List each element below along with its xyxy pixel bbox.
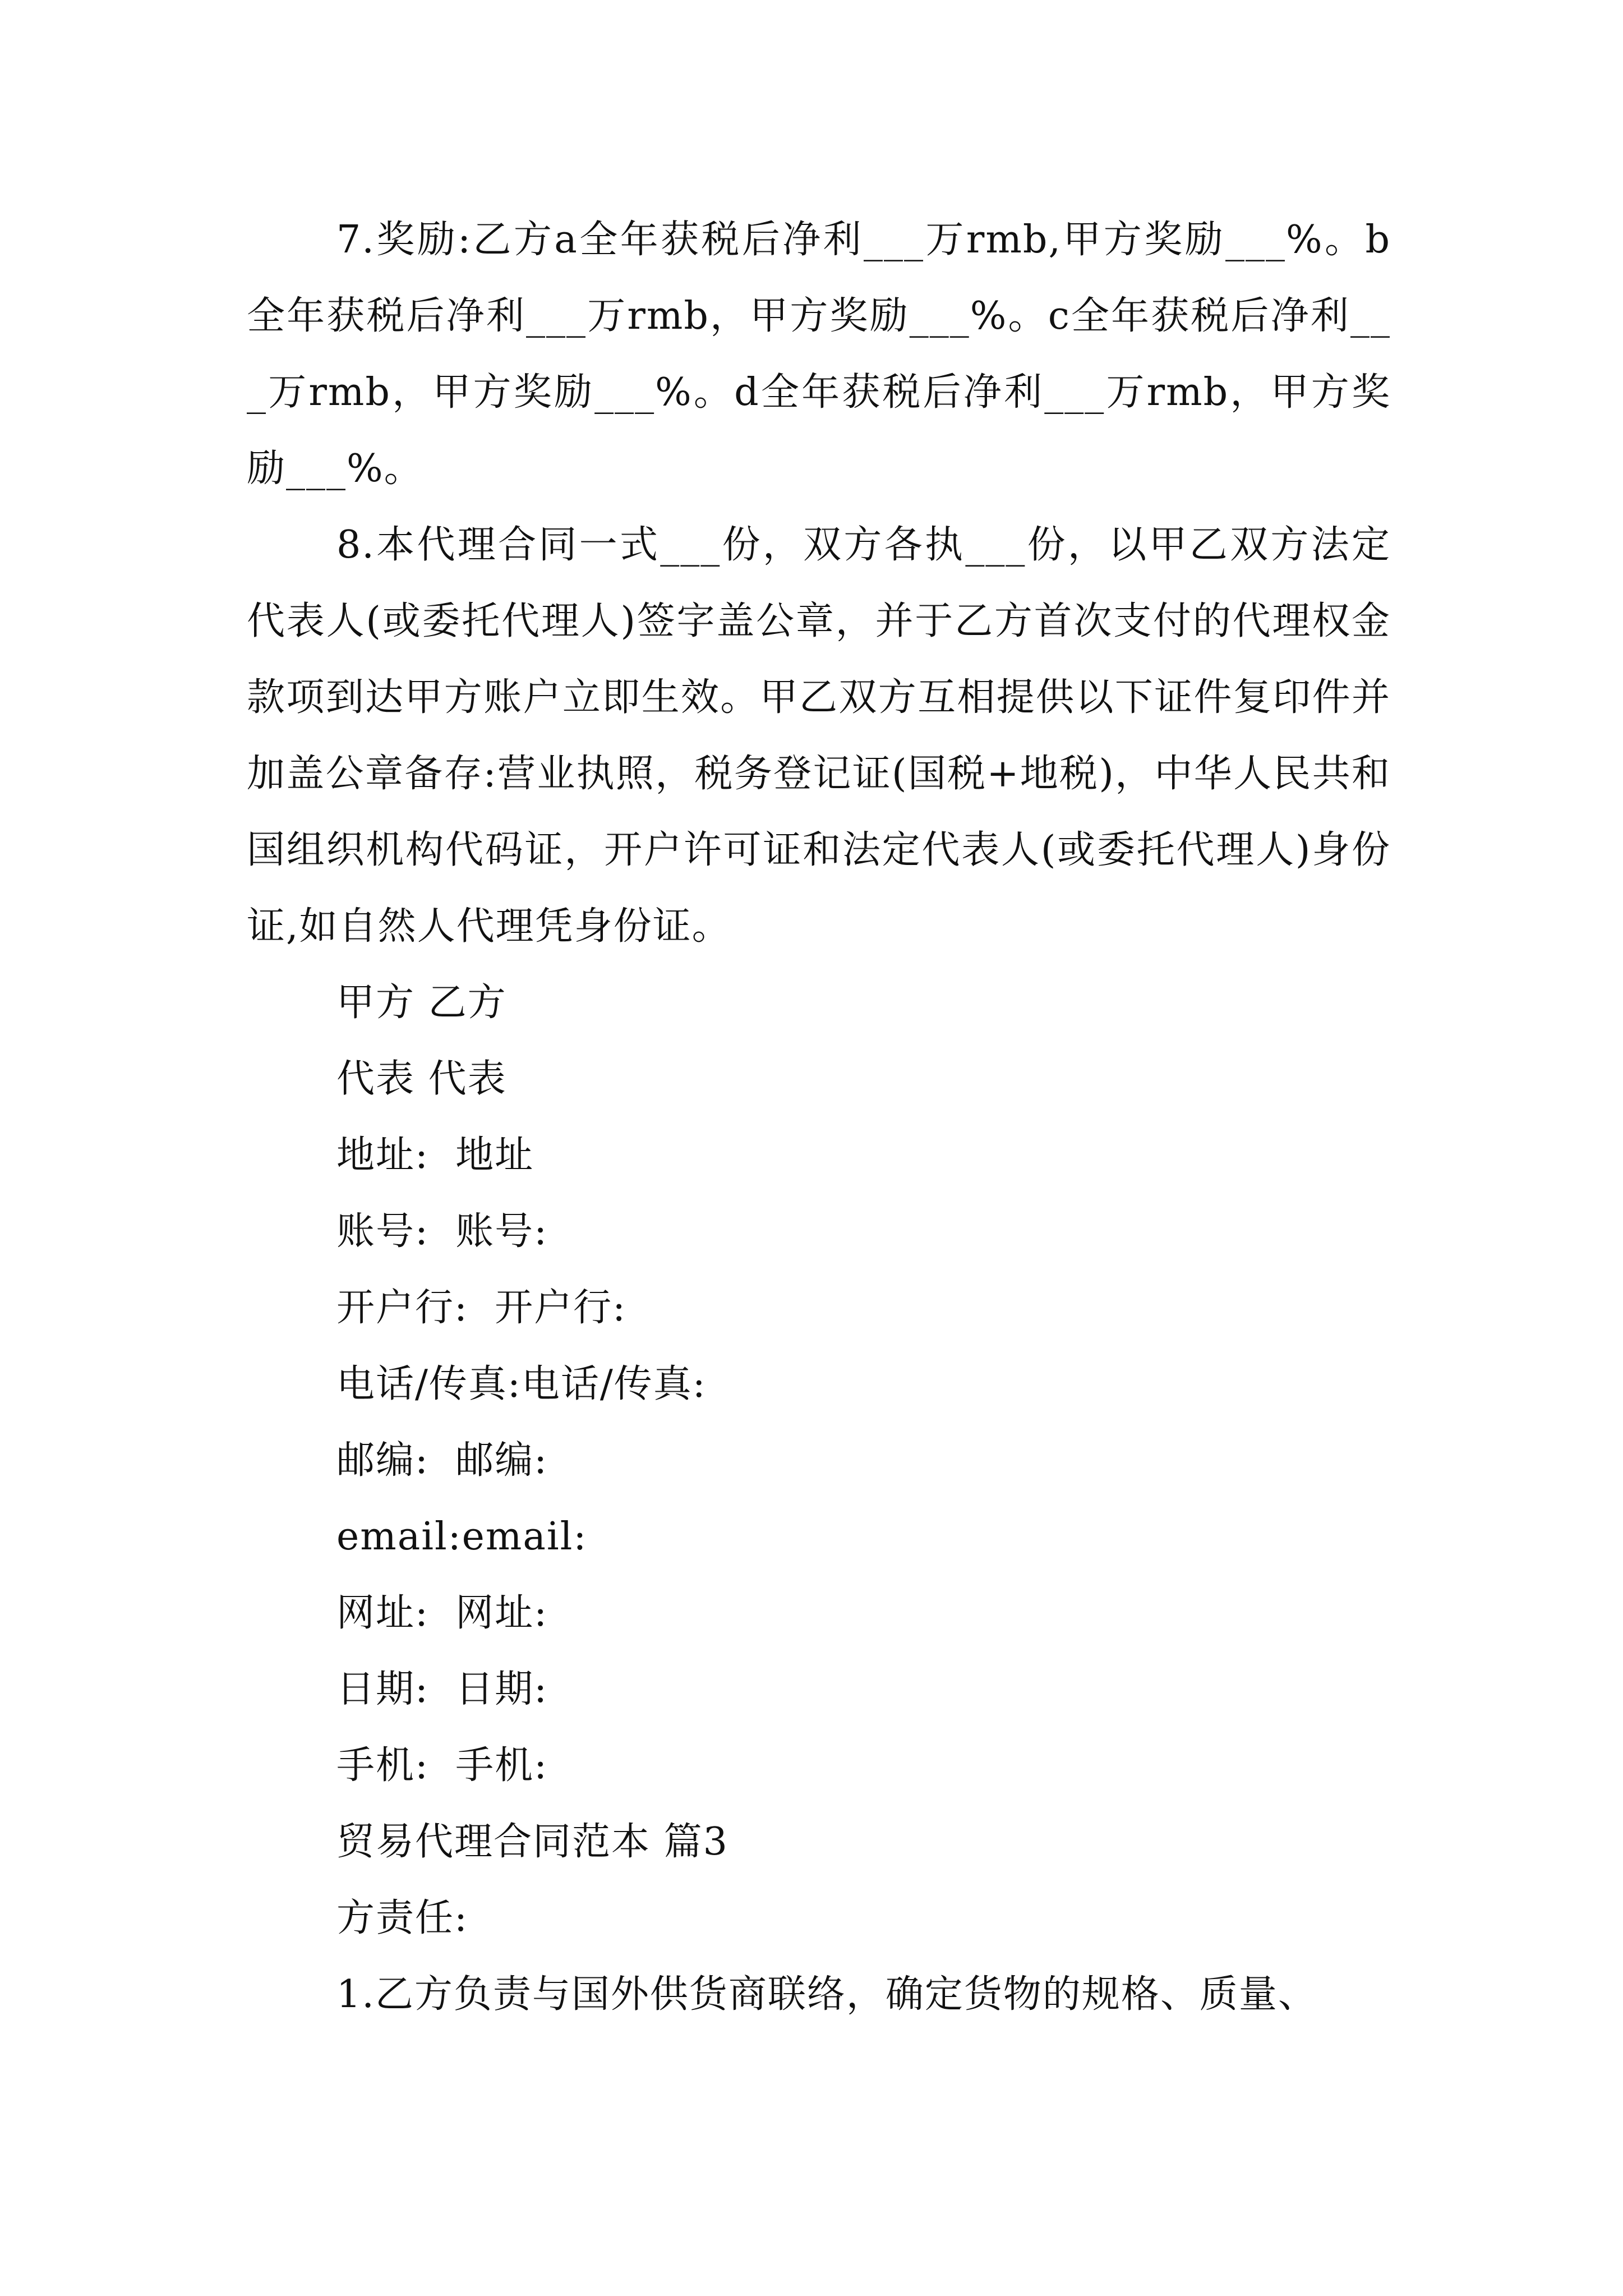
address-line: 地址: 地址 <box>336 1133 534 1177</box>
section-title: 贸易代理合同范本 篇3 <box>336 1820 728 1864</box>
phone-fax-line: 电话/传真:电话/传真: <box>336 1362 707 1406</box>
bank-line: 开户行: 开户行: <box>336 1286 627 1330</box>
postcode-line: 邮编: 邮编: <box>336 1438 548 1483</box>
date-line: 日期: 日期: <box>336 1667 548 1711</box>
party-labels: 甲方 乙方 <box>336 981 507 1025</box>
responsibility-heading: 方责任: <box>336 1896 468 1940</box>
mobile-line: 手机: 手机: <box>336 1743 548 1788</box>
email-line: email:email: <box>336 1515 588 1559</box>
account-line: 账号: 账号: <box>336 1209 548 1254</box>
clause-8-copies-and-effect: 8.本代理合同一式___份，双方各执___份，以甲乙双方法定代表人(或委托代理人)签字盖公章，并于乙方首次支付的代理权金款项到达甲方账户立即生效。甲乙双方互相提供以下证件复印件并加盖公章备存:营业执照，税务登记证(国税+地税)，中华人民共和国组织机构代码证，开户许可证和法定代表人(或委托代理人)身份证,如自然人代理凭身份证。 <box>247 523 1391 949</box>
responsibility-item-1: 1.乙方负责与国外供货商联络，确定货物的规格、质量、 <box>336 1972 1317 2017</box>
clause-7-reward: 7.奖励:乙方a全年获税后净利___万rmb,甲方奖励___%。b全年获税后净利___万rmb，甲方奖励___%。c全年获税后净利___万rmb，甲方奖励___%。d全年获税后净利___万rmb，甲方奖励___%。 <box>247 218 1391 491</box>
website-line: 网址: 网址: <box>336 1591 548 1635</box>
document-body <box>247 202 1391 2033</box>
representative-line: 代表 代表 <box>336 1057 507 1101</box>
